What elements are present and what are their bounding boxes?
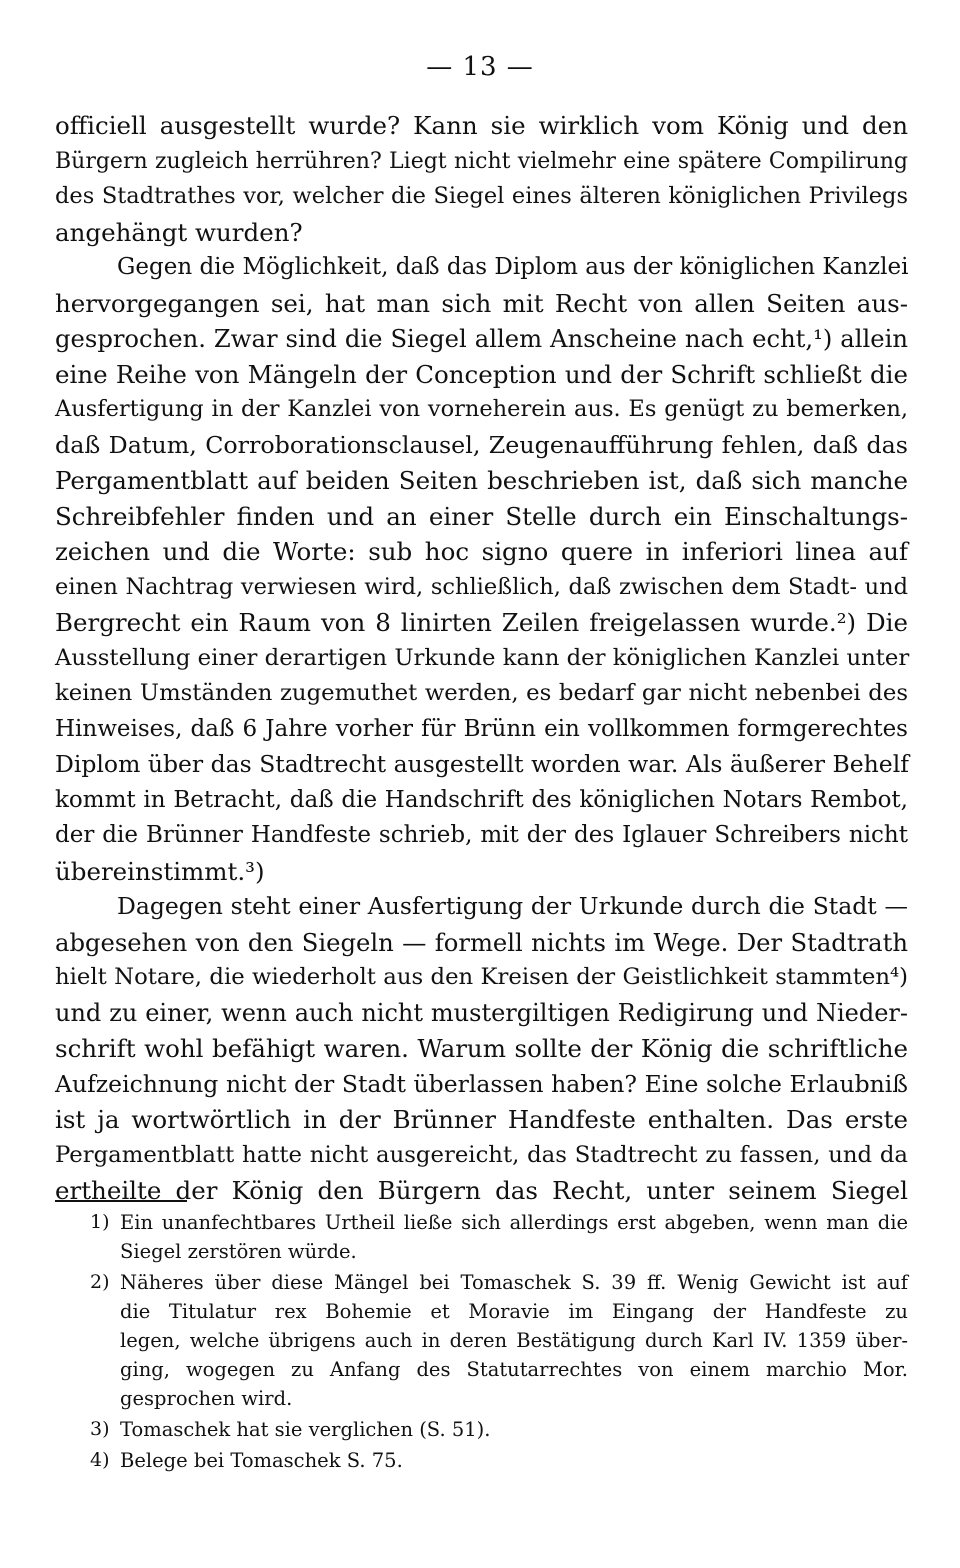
text-line: Pergamentblatt hatte nicht ausgereicht, das Stadtrecht zu fassen, und da <box>55 1141 908 1168</box>
main-text <box>55 108 908 1209</box>
text-line: kommt in Betracht, daß die Handschrift des königlichen Notars Rembot, <box>55 786 908 813</box>
text-line: daß Datum, Corroborationsclausel, Zeugenaufführung fehlen, daß das <box>55 430 908 459</box>
text-line: des Stadtrathes vor, welcher die Siegel eines älteren königlichen Privilegs <box>55 183 908 209</box>
footnote-line: gesprochen wird. <box>120 1387 293 1410</box>
page-number: — 13 — <box>426 52 534 82</box>
footnote-line: die Titulatur rex Bohemie et Moravie im Eingang der Handfeste zu <box>120 1300 908 1323</box>
footnote-3 <box>90 1415 908 1444</box>
text-line: Dagegen steht einer Ausfertigung der Urkunde durch die Stadt — <box>117 892 908 920</box>
text-line: einen Nachtrag verwiesen wird, schließlich, daß zwischen dem Stadt- und <box>55 573 908 600</box>
text-line: ertheilte der König den Bürgern das Recht, unter seinem Siegel <box>55 1176 908 1205</box>
text-line: Diplom über das Stadtrecht ausgestellt worden war. Als äußerer Behelf <box>55 750 909 778</box>
text-line: Bergrecht ein Raum von 8 linirten Zeilen freigelassen wurde.²) Die <box>55 608 908 637</box>
text-line: Gegen die Möglichkeit, daß das Diplom aus der königlichen Kanzlei <box>117 254 909 280</box>
footnote-4 <box>90 1446 908 1475</box>
footnote-number: 2) <box>90 1271 110 1293</box>
text-line: zeichen und die Worte: sub hoc signo quere in inferiori linea auf <box>55 537 908 566</box>
text-line: eine Reihe von Mängeln der Conception und der Schrift schließt die <box>55 359 908 389</box>
footnote-line: Siegel zerstören würde. <box>120 1240 357 1263</box>
text-line: angehängt wurden? <box>55 217 303 247</box>
text-line: schrift wohl befähigt waren. Warum sollte der König die schriftliche <box>55 1034 908 1063</box>
text-line: Pergamentblatt auf beiden Seiten beschrieben ist, daß sich manche <box>55 466 908 495</box>
footnote-number: 1) <box>90 1211 110 1233</box>
text-line: Hinweises, daß 6 Jahre vorher für Brünn ein vollkommen formgerechtes <box>55 715 908 742</box>
text-line: gesprochen. Zwar sind die Siegel allem Anscheine nach echt,¹) allein <box>55 324 908 353</box>
footnote-line: Tomaschek hat sie verglichen (S. 51). <box>120 1418 491 1441</box>
footnote-line: Belege bei Tomaschek S. 75. <box>120 1449 403 1472</box>
text-line: keinen Umständen zugemuthet werden, es bedarf gar nicht nebenbei des <box>55 680 908 706</box>
footnote-line: legen, welche übrigens auch in deren Bestätigung durch Karl IV. 1359 über- <box>120 1329 908 1352</box>
footnotes <box>90 1208 908 1477</box>
text-line: und zu einer, wenn auch nicht mustergiltigen Redigirung und Nieder- <box>55 998 908 1027</box>
text-line: officiell ausgestellt wurde? Kann sie wirklich vom König und den <box>55 111 908 140</box>
text-line: der die Brünner Handfeste schrieb, mit der des Iglauer Schreibers nicht <box>55 822 908 848</box>
footnote-number: 4) <box>90 1449 110 1471</box>
text-line: übereinstimmt.³) <box>55 856 265 886</box>
footnote-line: Näheres über diese Mängel bei Tomaschek S. 39 ff. Wenig Gewicht ist auf <box>120 1271 908 1294</box>
text-line: Ausfertigung in der Kanzlei von vorneherein aus. Es genügt zu bemerken, <box>55 396 908 422</box>
text-line: Aufzeichnung nicht der Stadt überlassen haben? Eine solche Erlaubniß <box>55 1069 908 1098</box>
text-line: hervorgegangen sei, hat man sich mit Recht von allen Seiten aus- <box>55 288 908 318</box>
text-line: Bürgern zugleich herrühren? Liegt nicht vielmehr eine spätere Compilirung <box>55 148 908 174</box>
footnote-line: Ein unanfechtbares Urtheil ließe sich allerdings erst abgeben, wenn man die <box>120 1211 908 1234</box>
text-line: Schreibfehler finden und an einer Stelle durch ein Einschaltungs- <box>55 501 908 531</box>
footnote-divider <box>55 1200 187 1202</box>
text-line: abgesehen von den Siegeln — formell nichts im Wege. Der Stadtrath <box>55 927 908 957</box>
footnote-1 <box>90 1208 908 1266</box>
text-line: Ausstellung einer derartigen Urkunde kann der königlichen Kanzlei unter <box>55 644 910 671</box>
footnote-line: ging, wogegen zu Anfang des Statutarrechtes von einem marchio Mor. <box>120 1358 908 1381</box>
footnote-number: 3) <box>90 1418 110 1440</box>
footnote-2 <box>90 1268 908 1413</box>
text-line: hielt Notare, die wiederholt aus den Kreisen der Geistlichkeit stammten⁴) <box>55 964 908 990</box>
text-line: ist ja wortwörtlich in der Brünner Handfeste enthalten. Das erste <box>55 1105 908 1134</box>
